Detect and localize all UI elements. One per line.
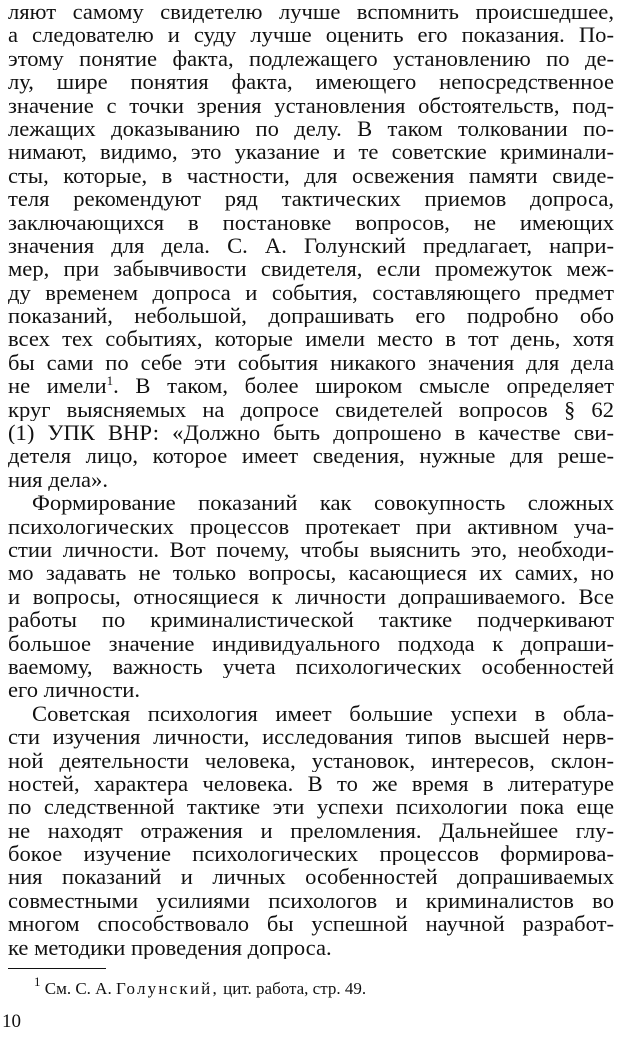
text-line: ляют самому свидетелю лучше вспомнить происшедшее, [8, 0, 614, 24]
text-line: большое значение индивидуального подхода к допраши- [8, 631, 614, 655]
text-line: детеля лицо, которое имеет сведения, нужные для реше- [8, 444, 614, 468]
text-line: Советская психология имеет большие успехи в обла- [32, 701, 614, 726]
text-line: круг выясняемых на допросе свидетелей вопросов § 62 [8, 397, 614, 422]
footnote-rest: цит. работа, стр. 49. [218, 979, 367, 998]
text-line: многом способствовало бы успешной научной разработ- [8, 912, 614, 936]
text-line: показаний, небольшой, допрашивать его подробно обо [8, 304, 614, 328]
footnote-marker: 1 [34, 974, 41, 989]
text-line: этому понятие факта, подлежащего установлению по де- [8, 46, 614, 71]
text-line: заключающихся в постановке вопросов, не имеющих [8, 210, 614, 234]
text-line: работы по криминалистической тактике подчеркивают [8, 608, 614, 632]
text-line: ду временем допроса и события, составляющего предмет [8, 280, 614, 305]
text-line: ной деятельности человека, установок, интересов, склон- [8, 748, 614, 772]
text-line: а следователю и суду лучше оценить его показания. По- [8, 23, 614, 47]
footnote [34, 974, 367, 999]
text-line: не находят отражения и преломления. Дальнейшее глу- [8, 818, 614, 843]
text-line: и вопросы, относящиеся к личности допрашиваемого. Все [8, 584, 614, 609]
text-line: сти изучения личности, исследования типов высшей нерв- [8, 725, 614, 749]
text-line-with-footnote [8, 374, 614, 397]
text-line: совместными усилиями психологов и криминалистов во [8, 888, 614, 913]
text-line: сты, которые, в частности, для освежения памяти свиде- [8, 163, 614, 188]
text-line: Формирование показаний как совокупность сложных [32, 491, 614, 515]
text-fragment: не имели [8, 374, 107, 398]
page-number: 10 [2, 1011, 21, 1032]
text-line: ния показаний и личных особенностей допрашиваемых [8, 865, 614, 889]
text-line: лежащих доказыванию по делу. В таком толковании по- [8, 116, 614, 141]
body-text [8, 0, 614, 959]
footnote-prefix: См. С. А. [44, 979, 116, 998]
text-line: бокое изучение психологических процессов формирова- [8, 842, 614, 866]
text-line: стии личности. Вот почему, чтобы выяснить это, необходи- [8, 537, 614, 562]
footnote-divider [8, 968, 106, 969]
text-line: всех тех событиях, которые имели место в тот день, хотя [8, 327, 614, 351]
text-line: психологических процессов протекает при активном уча- [8, 514, 614, 538]
text-line: его личности. [8, 678, 140, 702]
text-line: ваемому, важность учета психологических особенностей [8, 654, 614, 679]
text-line: значения для дела. С. А. Голунский предлагает, напри- [8, 233, 614, 258]
text-line: ностей, характера человека. В то же время в литературе [8, 771, 614, 796]
text-line: мо задавать не только вопросы, касающиеся их самих, но [8, 561, 614, 585]
text-line: ке методики проведения допроса. [8, 935, 332, 960]
text-line: мер, при забывчивости свидетеля, если промежуток меж- [8, 257, 614, 281]
footnote-author: Голунский, [115, 979, 219, 998]
text-line: по следственной тактике эти успехи психологии пока еще [8, 795, 614, 819]
text-line: теля рекомендуют ряд тактических приемов допроса, [8, 187, 614, 211]
text-line: ния дела». [8, 467, 108, 492]
text-line: лу, шире понятия факта, имеющего непосредственное [8, 70, 614, 94]
text-line: (1) УПК ВНР: «Должно быть допрошено в качестве сви- [8, 421, 614, 445]
text-line: значение с точки зрения установления обстоятельств, под- [8, 93, 614, 117]
text-fragment: . В таком, более широком смысле определяет [113, 374, 614, 398]
text-line: нимают, видимо, это указание и те советские криминали- [8, 140, 614, 164]
text-line: бы сами по себе эти события никакого значения для дела [8, 350, 614, 375]
footnote-reference: 1 [106, 374, 114, 389]
